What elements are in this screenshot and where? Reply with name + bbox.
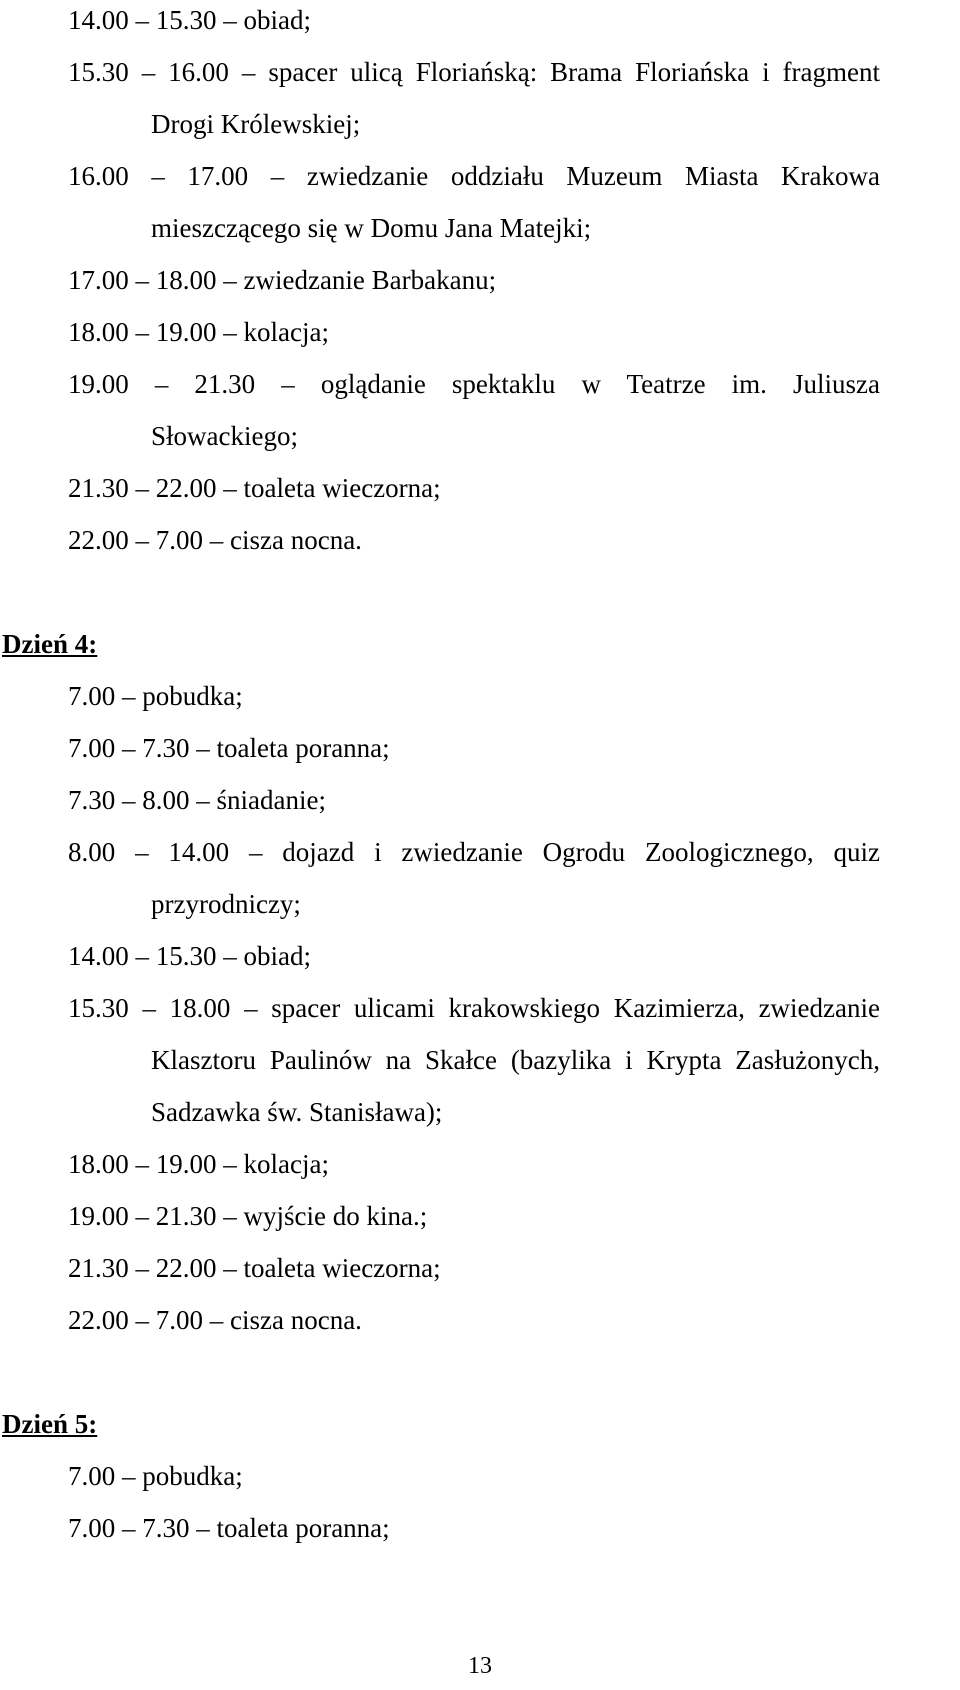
entry-line-continued: mieszczącego się w Domu Jana Matejki;	[151, 213, 592, 243]
schedule-entry	[68, 1242, 880, 1294]
entry-line: 7.00 – pobudka;	[68, 681, 243, 711]
entry-line: 19.00 – 21.30 – wyjście do kina.;	[68, 1201, 428, 1231]
entry-line-continued: Klasztoru Paulinów na Skałce (bazylika i Krypta Zasłużonych,	[151, 1045, 880, 1075]
schedule-entry	[68, 774, 880, 826]
entry-line: 21.30 – 22.00 – toaleta wieczorna;	[68, 473, 441, 503]
schedule-entry	[68, 670, 880, 722]
entry-line: 7.00 – 7.30 – toaleta poranna;	[68, 1513, 390, 1543]
entry-line: 7.00 – pobudka;	[68, 1461, 243, 1491]
entry-line-continued: Słowackiego;	[151, 421, 298, 451]
schedule-entry	[68, 254, 880, 306]
entry-line: 16.00 – 17.00 – zwiedzanie oddziału Muzeum Miasta Krakowa	[68, 161, 880, 191]
schedule-entry	[68, 150, 880, 254]
entry-line: 18.00 – 19.00 – kolacja;	[68, 317, 329, 347]
schedule-entry	[68, 1138, 880, 1190]
section-gap	[0, 1346, 960, 1398]
schedule-entry	[68, 0, 880, 46]
entry-line: 7.30 – 8.00 – śniadanie;	[68, 785, 326, 815]
schedule-entry	[68, 1190, 880, 1242]
schedule-entry	[68, 46, 880, 150]
schedule-entry	[68, 306, 880, 358]
schedule-entry	[68, 358, 880, 462]
entry-line: 22.00 – 7.00 – cisza nocna.	[68, 1305, 362, 1335]
schedule-entry	[68, 1294, 880, 1346]
entry-line-continued: Drogi Królewskiej;	[151, 109, 361, 139]
schedule-entry	[68, 722, 880, 774]
entry-line-continued: Sadzawka św. Stanisława);	[151, 1097, 443, 1127]
day-heading: Dzień 4:	[2, 629, 98, 659]
day-heading: Dzień 5:	[2, 1409, 98, 1439]
entry-line: 15.30 – 16.00 – spacer ulicą Floriańską: Brama Floriańska i fragment	[68, 57, 880, 87]
day5-schedule	[0, 1398, 960, 1554]
schedule-entry	[68, 826, 880, 930]
page-number: 13	[468, 1653, 492, 1679]
schedule-entry	[68, 462, 880, 514]
schedule-entry	[68, 1450, 880, 1502]
day4-schedule	[0, 618, 960, 1346]
day3-schedule	[0, 0, 960, 566]
entry-line: 19.00 – 21.30 – oglądanie spektaklu w Teatrze im. Juliusza	[68, 369, 880, 399]
schedule-entry	[68, 514, 880, 566]
entry-line: 14.00 – 15.30 – obiad;	[68, 5, 311, 35]
section-gap	[0, 566, 960, 618]
schedule-entry	[68, 930, 880, 982]
entry-line: 15.30 – 18.00 – spacer ulicami krakowskiego Kazimierza, zwiedzanie	[68, 993, 880, 1023]
entry-line-continued: przyrodniczy;	[151, 889, 301, 919]
entry-line: 17.00 – 18.00 – zwiedzanie Barbakanu;	[68, 265, 497, 295]
entry-line: 18.00 – 19.00 – kolacja;	[68, 1149, 329, 1179]
entry-line: 7.00 – 7.30 – toaleta poranna;	[68, 733, 390, 763]
entry-line: 22.00 – 7.00 – cisza nocna.	[68, 525, 362, 555]
entry-line: 8.00 – 14.00 – dojazd i zwiedzanie Ogrodu Zoologicznego, quiz	[68, 837, 880, 867]
entry-line: 14.00 – 15.30 – obiad;	[68, 941, 311, 971]
schedule-entry	[68, 1502, 880, 1554]
entry-line: 21.30 – 22.00 – toaleta wieczorna;	[68, 1253, 441, 1283]
schedule-entry	[68, 982, 880, 1138]
